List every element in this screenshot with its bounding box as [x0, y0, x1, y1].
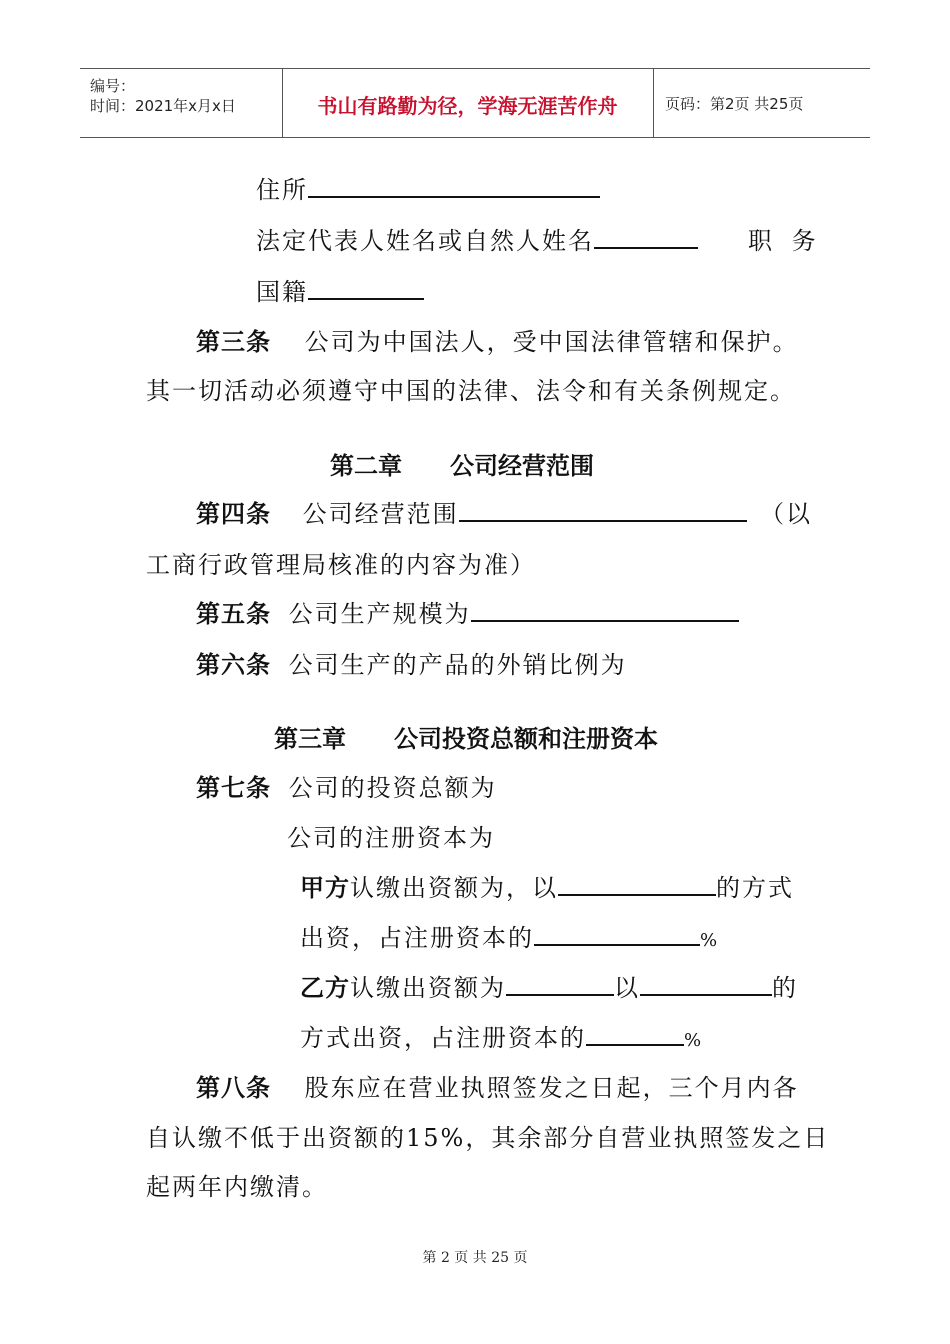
party-b-percent: %	[684, 1030, 704, 1051]
party-a-text1: 认缴出资额为，以	[350, 874, 558, 902]
number-label: 编号：	[90, 77, 136, 95]
position-label: 职 务	[748, 227, 822, 255]
article-8-text1: 股东应在营业执照签发之日起，三个月内各	[304, 1074, 799, 1102]
legal-rep-blank	[594, 225, 698, 249]
article-4-line1	[196, 494, 747, 529]
time-label: 时间：2021年x月x日	[90, 97, 236, 115]
nationality-blank	[308, 276, 424, 300]
article-3-line2: 其一切活动必须遵守中国的法律、法令和有关条例规定。	[146, 377, 796, 405]
chapter-2-title: 第二章 公司经营范围	[330, 452, 594, 480]
article-7-line1	[196, 768, 497, 803]
party-b-method-blank	[640, 972, 772, 996]
party-b-line1	[300, 968, 798, 1003]
article-7-line2: 公司的注册资本为	[287, 824, 495, 852]
article-7-text1: 公司的投资总额为	[288, 774, 497, 802]
article-7-label: 第七条	[196, 774, 271, 802]
party-b-text1: 认缴出资额为	[350, 974, 506, 1002]
business-scope-blank	[459, 498, 747, 522]
party-a-line1	[300, 868, 794, 903]
nationality-label: 国籍	[256, 278, 308, 306]
article-3-label: 第三条	[196, 328, 271, 356]
article-8-label: 第八条	[196, 1074, 271, 1102]
article-6-line	[196, 645, 627, 680]
party-b-text2: 方式出资，占注册资本的	[300, 1024, 586, 1052]
party-b-amount-blank	[506, 972, 614, 996]
address-label: 住所	[256, 176, 308, 204]
page-header	[80, 68, 870, 138]
party-a-label: 甲方	[300, 874, 350, 902]
party-b-label: 乙方	[300, 974, 350, 1002]
article-6-text: 公司生产的产品的外销比例为	[288, 651, 627, 679]
article-4-line2: 工商行政管理局核准的内容为准）	[146, 551, 536, 579]
party-b-line2	[300, 1018, 703, 1053]
article-8-line3: 起两年内缴清。	[146, 1173, 328, 1201]
article-4-text1-end: （以	[760, 500, 812, 528]
party-a-percent: %	[700, 930, 720, 951]
legal-rep-line	[256, 221, 698, 256]
article-8-line1	[196, 1068, 799, 1103]
page-footer: 第 2 页 共 25 页	[422, 1250, 528, 1266]
party-a-text1-end: 的方式	[716, 874, 794, 902]
article-5-text: 公司生产规模为	[288, 600, 471, 628]
address-blank	[308, 174, 600, 198]
article-5-line	[196, 594, 739, 629]
party-b-text1-end: 的	[772, 974, 798, 1002]
article-4-text1: 公司经营范围	[302, 500, 459, 528]
chapter-3-title: 第三章 公司投资总额和注册资本	[274, 725, 658, 753]
party-a-text2: 出资，占注册资本的	[300, 924, 534, 952]
article-3-line1	[196, 322, 799, 357]
header-page-info: 页码：第2页 共25页	[665, 95, 804, 113]
party-a-percent-blank	[534, 922, 700, 946]
article-5-label: 第五条	[196, 600, 271, 628]
production-scale-blank	[471, 598, 739, 622]
article-3-text1: 公司为中国法人，受中国法律管辖和保护。	[304, 328, 799, 356]
header-page-cell	[653, 69, 870, 137]
party-a-line2	[300, 918, 719, 953]
party-b-percent-blank	[586, 1022, 684, 1046]
party-a-method-blank	[558, 872, 716, 896]
article-8-line2: 自认缴不低于出资额的15%，其余部分自营业执照签发之日	[146, 1124, 830, 1152]
nationality-line	[256, 272, 424, 307]
header-motto-cell	[282, 69, 654, 137]
party-b-text1-mid: 以	[614, 974, 640, 1002]
header-motto: 书山有路勤为径，学海无涯苦作舟	[317, 94, 618, 118]
header-meta-cell	[80, 69, 283, 137]
legal-rep-label: 法定代表人姓名或自然人姓名	[256, 227, 594, 255]
article-6-label: 第六条	[196, 651, 271, 679]
address-line	[256, 170, 600, 205]
article-4-label: 第四条	[196, 500, 271, 528]
